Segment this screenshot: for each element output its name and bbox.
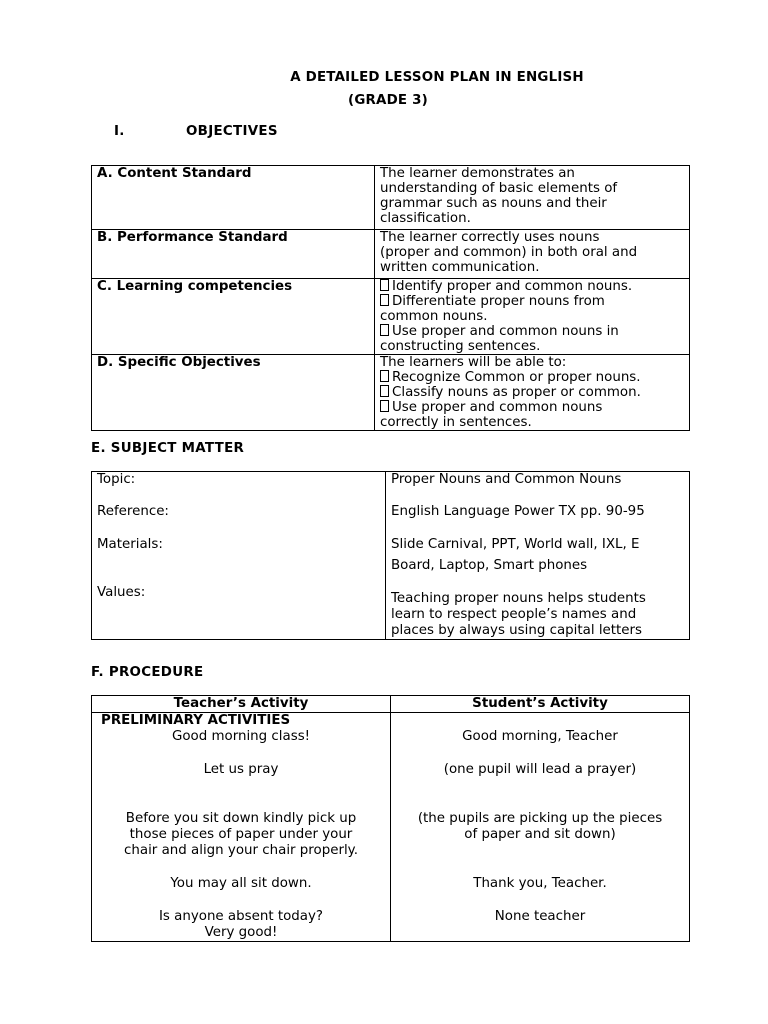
text-line: (proper and common) in both oral and <box>380 245 638 260</box>
reference-value: English Language Power TX pp. 90-95 <box>391 504 645 519</box>
text-line: The learners will be able to: <box>380 355 567 370</box>
text-line <box>380 370 684 385</box>
reference-label: Reference: <box>97 504 169 519</box>
teacher-line: chair and align your chair properly. <box>124 843 358 858</box>
values-value: learn to respect people’s names and <box>391 607 637 622</box>
table-row <box>92 279 690 355</box>
student-activity-cell <box>391 713 690 942</box>
topic-value: Proper Nouns and Common Nouns <box>391 472 622 487</box>
bullet-text: Use proper and common nouns in <box>392 324 619 339</box>
materials-label: Materials: <box>97 537 163 552</box>
objective-label: A. Content Standard <box>92 166 375 230</box>
table-row <box>92 166 690 230</box>
topic-label: Topic: <box>97 472 136 487</box>
student-line: Good morning, Teacher <box>462 729 618 744</box>
text-line: correctly in sentences. <box>380 415 532 430</box>
text-line: written communication. <box>380 260 540 275</box>
text-line: constructing sentences. <box>380 339 541 354</box>
objective-label: C. Learning competencies <box>92 279 375 355</box>
procedure-table <box>91 695 690 942</box>
section-number: I. <box>114 124 125 139</box>
table-row <box>92 713 690 942</box>
teacher-line: Very good! <box>204 925 278 940</box>
table-row <box>92 230 690 279</box>
values-value: Teaching proper nouns helps students <box>391 591 646 606</box>
materials-value: Board, Laptop, Smart phones <box>391 558 588 573</box>
objective-text <box>375 166 690 230</box>
teacher-line: Good morning class! <box>171 729 311 744</box>
objective-text <box>375 279 690 355</box>
procedure-heading: F. PROCEDURE <box>91 665 204 680</box>
student-line: (one pupil will lead a prayer) <box>443 762 637 777</box>
teacher-activity-header: Teacher’s Activity <box>92 696 391 713</box>
table-header-row <box>92 696 690 713</box>
teacher-line: Is anyone absent today? <box>158 909 324 924</box>
student-line: of paper and sit down) <box>464 827 616 842</box>
grade-label: (GRADE 3) <box>348 93 428 108</box>
objective-label: B. Performance Standard <box>92 230 375 279</box>
teacher-line: Let us pray <box>203 762 279 777</box>
objectives-heading <box>114 124 278 140</box>
subject-matter-heading: E. SUBJECT MATTER <box>91 441 245 456</box>
teacher-line: You may all sit down. <box>170 876 312 891</box>
text-line <box>380 279 684 294</box>
teacher-line: Before you sit down kindly pick up <box>125 811 357 826</box>
bullet-icon <box>380 324 389 336</box>
bullet-text: Recognize Common or proper nouns. <box>392 370 641 385</box>
student-line: Thank you, Teacher. <box>473 876 607 891</box>
bullet-icon <box>380 370 389 382</box>
text-line: The learner correctly uses nouns <box>380 230 600 245</box>
objective-text <box>375 355 690 431</box>
text-line: grammar such as nouns and their <box>380 196 607 211</box>
preliminary-activities-subheading: PRELIMINARY ACTIVITIES <box>101 713 291 728</box>
subject-values-cell <box>386 472 690 640</box>
bullet-icon <box>380 294 389 306</box>
student-line: (the pupils are picking up the pieces <box>417 811 663 826</box>
table-row <box>92 355 690 431</box>
text-line <box>380 400 684 415</box>
bullet-icon <box>380 385 389 397</box>
objective-text <box>375 230 690 279</box>
student-line: None teacher <box>494 909 586 924</box>
text-line <box>380 324 684 339</box>
bullet-text: Differentiate proper nouns from <box>392 294 605 309</box>
values-label: Values: <box>97 585 146 600</box>
text-line: classification. <box>380 211 471 226</box>
subject-labels-cell <box>92 472 386 640</box>
text-line: The learner demonstrates an <box>380 166 575 181</box>
text-line <box>380 385 684 400</box>
document-header <box>0 70 768 109</box>
bullet-icon <box>380 400 389 412</box>
bullet-text: Classify nouns as proper or common. <box>392 385 641 400</box>
teacher-activity-cell <box>92 713 391 942</box>
objectives-table <box>91 165 690 431</box>
text-line: common nouns. <box>380 309 488 324</box>
teacher-line: those pieces of paper under your <box>129 827 353 842</box>
section-label: OBJECTIVES <box>186 124 278 139</box>
student-activity-header: Student’s Activity <box>391 696 690 713</box>
materials-value: Slide Carnival, PPT, World wall, IXL, E <box>391 537 640 552</box>
table-row <box>92 472 690 640</box>
values-value: places by always using capital letters <box>391 623 643 638</box>
document-title: A DETAILED LESSON PLAN IN ENGLISH <box>290 70 584 85</box>
objective-label: D. Specific Objectives <box>92 355 375 431</box>
text-line <box>380 294 684 309</box>
subject-matter-table <box>91 471 690 640</box>
bullet-icon <box>380 279 389 291</box>
bullet-text: Identify proper and common nouns. <box>392 279 633 294</box>
text-line: understanding of basic elements of <box>380 181 618 196</box>
bullet-text: Use proper and common nouns <box>392 400 603 415</box>
